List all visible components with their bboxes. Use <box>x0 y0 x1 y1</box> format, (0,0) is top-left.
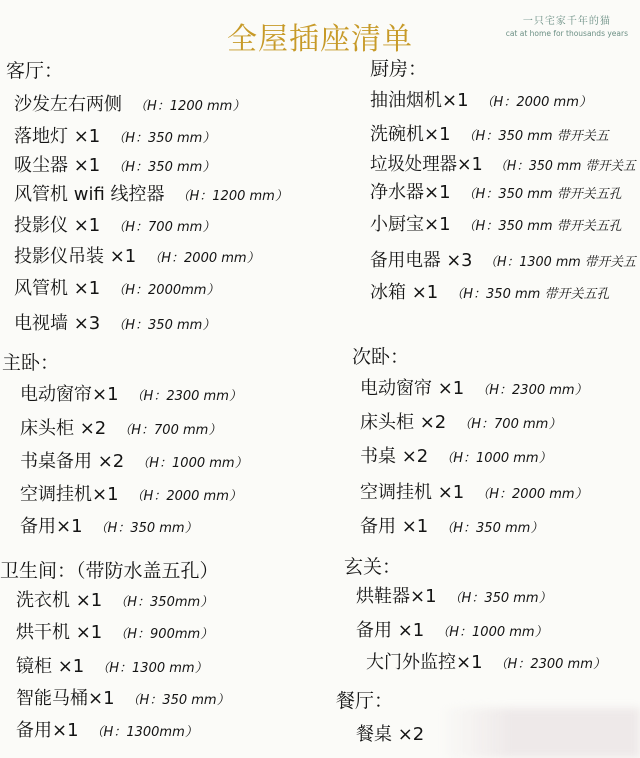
item-name: 大门外监控×1 <box>366 652 483 673</box>
item-height: （H：350 mm） <box>126 693 230 708</box>
living-room-item <box>14 278 219 302</box>
entrance-item <box>356 620 548 644</box>
item-height: （H：1300 mm 带开关五 <box>484 255 636 270</box>
item-height: （H：700 mm） <box>118 423 222 438</box>
kitchen-item <box>370 250 636 274</box>
item-name: 书桌 ×2 <box>360 446 429 467</box>
bathroom-item <box>16 720 198 744</box>
item-name: 床头柜 ×2 <box>360 412 447 433</box>
item-height: （H：2000mm） <box>112 283 220 298</box>
entrance-heading: 玄关： <box>344 556 402 578</box>
watermark-line-1: 一只宅家千年的猫 <box>522 16 611 27</box>
living-room-item <box>14 215 215 239</box>
item-height: （H：350 mm 带开关五 <box>462 129 609 144</box>
master-bedroom-item <box>20 418 221 442</box>
item-name: 洗衣机 ×1 <box>16 590 103 611</box>
item-height: （H：350 mm） <box>112 131 216 146</box>
item-name: 备用电器 ×3 <box>370 250 473 271</box>
item-height: （H：1300 mm） <box>96 661 208 676</box>
item-name: 风管机 wifi 线控器 <box>14 184 165 205</box>
master-bedroom-item <box>20 516 198 540</box>
item-height: （H：1000 mm） <box>136 456 248 471</box>
item-name: 智能马桶×1 <box>16 688 115 709</box>
item-height: （H：1000 mm） <box>436 625 548 640</box>
item-height: （H：2000 mm） <box>130 489 242 504</box>
item-height: （H：350 mm） <box>448 591 552 606</box>
item-name: 烘干机 ×1 <box>16 622 103 643</box>
section-heading-bathroom <box>0 558 219 584</box>
dining-heading: 餐厅： <box>336 690 394 712</box>
item-height: （H：350 mm 带开关五孔 <box>450 287 610 302</box>
second-bedroom-item <box>360 482 588 506</box>
kitchen-item <box>370 90 592 114</box>
item-height: （H：350 mm） <box>94 521 198 536</box>
item-name: 电视墙 ×3 <box>14 313 101 334</box>
blurred-corner <box>440 708 640 758</box>
bathroom-item <box>16 622 213 646</box>
item-height: （H：2300 mm） <box>494 657 606 672</box>
item-height: （H：2300 mm） <box>476 383 588 398</box>
item-height: （H：2000 mm） <box>480 95 592 110</box>
master-bedroom-item <box>20 484 242 508</box>
item-height: （H：350 mm 带开关五 <box>494 159 636 174</box>
master-bedroom-heading: 主卧： <box>2 352 60 374</box>
item-height: （H：350 mm） <box>440 521 544 536</box>
item-height: （H：2000 mm） <box>476 487 588 502</box>
kitchen-item <box>370 282 609 306</box>
item-name: 洗碗机×1 <box>370 124 451 145</box>
entrance-item <box>356 586 552 610</box>
kitchen-item <box>370 182 622 206</box>
section-heading-second-bedroom <box>352 344 409 370</box>
item-name: 垃圾处理器×1 <box>370 154 483 175</box>
item-name: 抽油烟机×1 <box>370 90 469 111</box>
second-bedroom-item <box>360 412 561 436</box>
item-name: 备用 ×1 <box>356 620 425 641</box>
living-room-item <box>14 184 288 208</box>
item-height: （H：350 mm） <box>112 160 216 175</box>
item-height: （H：700 mm） <box>458 417 562 432</box>
item-name: 镜柜 ×1 <box>16 656 85 677</box>
section-heading-entrance <box>344 554 401 580</box>
item-name: 空调挂机×1 <box>20 484 119 505</box>
item-height: （H：900mm） <box>114 627 214 642</box>
second-bedroom-item <box>360 446 552 470</box>
item-height: （H：1000 mm） <box>440 451 552 466</box>
section-heading-master-bedroom <box>2 350 59 376</box>
watermark <box>506 12 628 38</box>
living-room-heading: 客厅： <box>6 60 64 82</box>
item-height: （H：350mm） <box>114 595 214 610</box>
item-height: （H：2000 mm） <box>148 251 260 266</box>
dining-item <box>356 724 436 748</box>
item-name: 备用×1 <box>16 720 79 741</box>
item-name: 烘鞋器×1 <box>356 586 437 607</box>
entrance-item <box>366 652 606 676</box>
bathroom-item <box>16 656 208 680</box>
item-name: 冰箱 ×1 <box>370 282 439 303</box>
master-bedroom-item <box>20 384 242 408</box>
living-room-item <box>14 94 245 118</box>
item-name: 电动窗帘×1 <box>20 384 119 405</box>
item-name: 备用×1 <box>20 516 83 537</box>
living-room-item <box>14 313 215 337</box>
kitchen-item <box>370 124 609 148</box>
section-heading-kitchen <box>370 56 427 82</box>
item-name: 床头柜 ×2 <box>20 418 107 439</box>
item-name: 净水器×1 <box>370 182 451 203</box>
item-height: （H：2300 mm） <box>130 389 242 404</box>
item-name: 吸尘器 ×1 <box>14 155 101 176</box>
item-name: 空调挂机 ×1 <box>360 482 465 503</box>
kitchen-item <box>370 154 636 178</box>
bathroom-heading: 卫生间：（带防水盖五孔） <box>0 560 219 582</box>
page-title: 全屋插座清单 <box>227 22 413 57</box>
second-bedroom-item <box>360 516 543 540</box>
item-name: 备用 ×1 <box>360 516 429 537</box>
item-name: 小厨宝×1 <box>370 214 451 235</box>
item-name: 落地灯 ×1 <box>14 126 101 147</box>
item-name: 餐桌 ×2 <box>356 724 425 745</box>
living-room-item <box>14 126 215 150</box>
item-name: 投影仪 ×1 <box>14 215 101 236</box>
second-bedroom-item <box>360 378 588 402</box>
item-height: （H：350 mm 带开关五孔 <box>462 219 622 234</box>
item-name: 投影仪吊装 ×1 <box>14 246 137 267</box>
item-height: （H：1300mm） <box>90 725 198 740</box>
second-bedroom-heading: 次卧： <box>352 346 410 368</box>
bathroom-item <box>16 688 230 712</box>
living-room-item <box>14 155 215 179</box>
item-height: （H：1200 mm） <box>134 99 246 114</box>
item-name: 沙发左右两侧 <box>14 94 122 115</box>
kitchen-heading: 厨房： <box>370 58 428 80</box>
section-heading-living-room <box>6 58 63 84</box>
kitchen-item <box>370 214 622 238</box>
watermark-line-2: cat at home for thousands years <box>505 29 628 38</box>
section-heading-dining <box>336 688 393 714</box>
item-height: （H：350 mm 带开关五孔 <box>462 187 622 202</box>
item-name: 风管机 ×1 <box>14 278 101 299</box>
item-height: （H：700 mm） <box>112 220 216 235</box>
item-height: （H：1200 mm） <box>176 189 288 204</box>
item-height: （H：350 mm） <box>112 318 216 333</box>
item-name: 电动窗帘 ×1 <box>360 378 465 399</box>
master-bedroom-item <box>20 451 248 475</box>
item-name: 书桌备用 ×2 <box>20 451 125 472</box>
bathroom-item <box>16 590 213 614</box>
living-room-item <box>14 246 260 270</box>
